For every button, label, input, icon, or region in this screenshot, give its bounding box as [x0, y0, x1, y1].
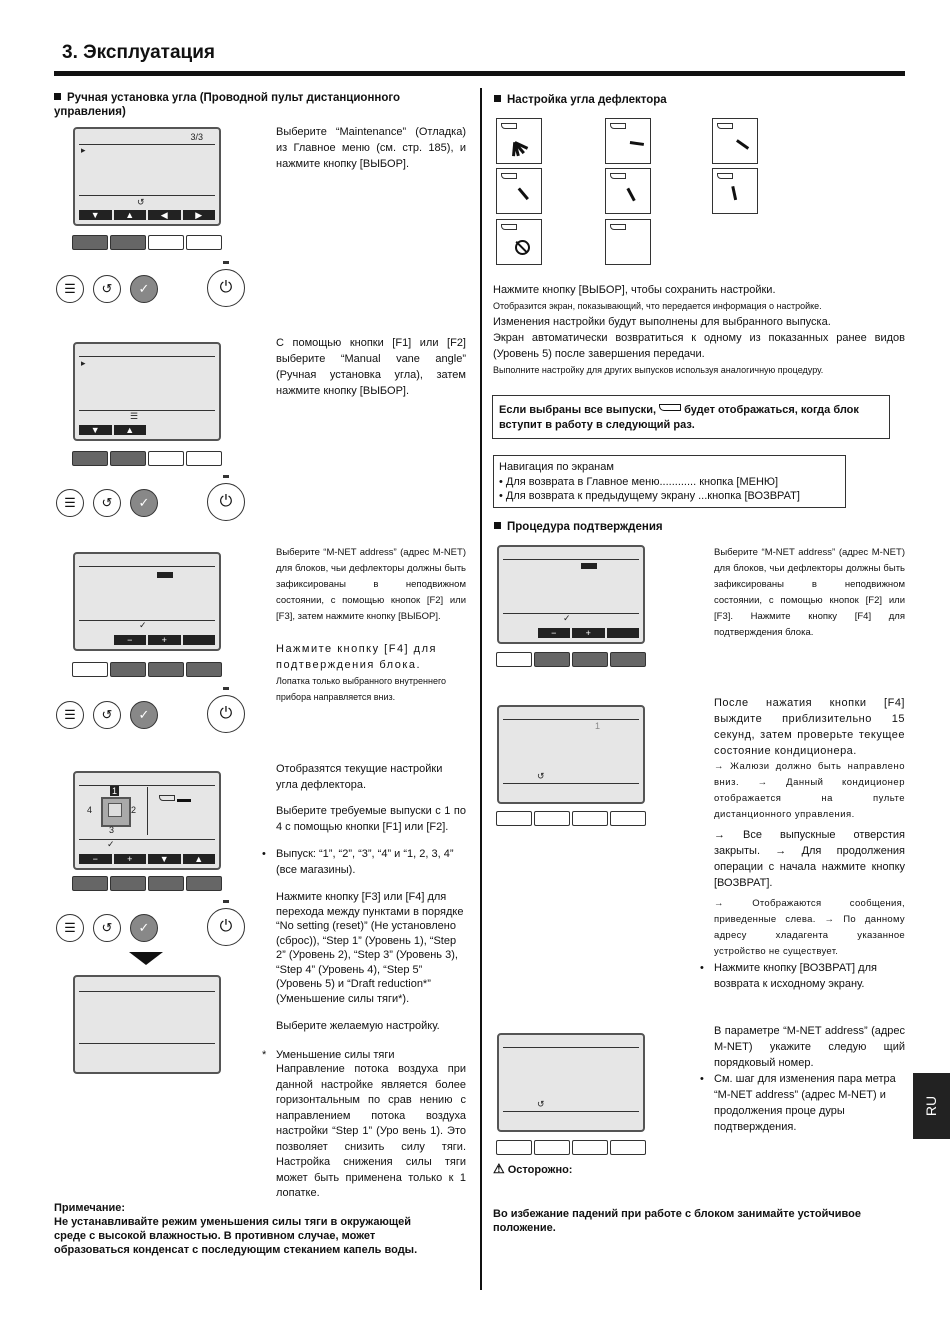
all-outlets-notice — [492, 395, 890, 439]
vane-p3: Изменения настройки будут выполнены для выбранного выпуска. — [493, 316, 831, 328]
vane-no-setting-icon — [605, 219, 651, 265]
caution-text: Во избежание падений при работе с блоком занимайте устойчивое положение. — [493, 1208, 861, 1234]
step4-text-a: Отобразятся текущие настройки угла дефлектора. — [276, 763, 443, 791]
vane-p1: Нажмите кнопку [ВЫБОР], чтобы сохранить настройки. — [493, 284, 776, 296]
function-keys[interactable] — [496, 811, 646, 826]
lcd-screen-transfer — [73, 975, 221, 1074]
footnote-mark: * — [262, 1049, 267, 1061]
vane-step3-icon — [496, 168, 542, 214]
column-divider — [480, 88, 482, 1290]
vane-closed-icon — [659, 404, 681, 411]
section-heading-confirm: Процедура подтверждения — [494, 520, 663, 534]
confirm-text-1: Выберите “M-NET address” (адрес M-NET) для блоков, чьи дефлекторы должны быть зафиксированы в неподвижном состоянии, с помощью кнопок [F2] или [F3]. Нажмите кнопку [F4] для подтверждения блока. — [714, 547, 905, 638]
menu-button[interactable]: ☰ — [56, 914, 84, 942]
lcd-screen-confirm-next: ↺ — [497, 1033, 645, 1132]
note-text: Не устанавливайте режим уменьшения силы тяги в окружающей среде с высокой влажностью. В противном случае, может образоваться конденсат с последующим стеканием капель воды. — [54, 1216, 418, 1256]
language-tab: RU — [913, 1073, 950, 1139]
page-title: 3. Эксплуатация — [62, 42, 215, 63]
page-indicator: 3/3 — [190, 132, 203, 142]
power-button[interactable]: ⏻ — [207, 908, 245, 946]
power-button[interactable]: ⏻ — [207, 695, 245, 733]
section-heading-manual-angle: Ручная установка угла (Проводной пульт дистанционного управления) — [54, 92, 401, 118]
down-arrow-icon — [129, 952, 163, 965]
step3-text-a: Выберите “M-NET address” (адрес M-NET) для блоков, чьи дефлекторы должны быть зафиксированы в неподвижном состоянии, с помощью кнопок [F2] или [F3], затем нажмите кнопку [ВЫБОР]. — [276, 547, 466, 622]
caution-heading: ⚠ Осторожно: — [493, 1161, 573, 1176]
draft-text: Направление потока воздуха при данной настройке является более горизонтальным по срав нению с направлением потока воздуха настройки “Step 1” (Уро вень 1). Это позволяет снизить силу тяги. Настройка снижения силы тяги может быть применена только к 1 лопатке. — [276, 1063, 466, 1199]
warning-icon: ⚠ — [493, 1161, 505, 1176]
outlet-4-label: 4 — [87, 805, 93, 815]
vane-step4-icon — [605, 168, 651, 214]
nav-menu-text: Для возврата в Главное меню............ кнопка [МЕНЮ] — [505, 476, 779, 488]
confirm-text-5: → Отображаются сообщения, приведенные слева. → По данному адресу хладагента указанное устройство не существует. — [714, 898, 905, 957]
function-keys[interactable] — [496, 1140, 646, 1155]
lcd-screen-vane-angle: 1 2 3 4 ✓ − + ▼ ▲ — [73, 771, 221, 870]
confirm-text-6: Нажмите кнопку [ВОЗВРАТ] для возврата к исходному экрану. — [714, 962, 877, 990]
lcd-screen-confirm-wait: 1 ↺ — [497, 705, 645, 804]
outlet-1-label: 1 — [112, 786, 118, 796]
return-button[interactable]: ↺ — [93, 275, 121, 303]
menu-button[interactable]: ☰ — [56, 275, 84, 303]
step1-text: Выберите “Maintenance” (Отладка) из Главное меню (см. стр. 185), и нажмите кнопку [ВЫБОР]. — [276, 126, 466, 170]
menu-button[interactable]: ☰ — [56, 489, 84, 517]
function-keys[interactable] — [72, 451, 222, 466]
step4-text-c: Выпуск: “1”, “2”, “3”, “4” и “1, 2, 3, 4” (все магазины). — [276, 848, 454, 876]
section-heading-vane: Настройка угла дефлектора — [494, 93, 667, 107]
function-keys[interactable] — [72, 235, 222, 250]
notice-text-a: Если выбраны все выпуски, — [499, 404, 657, 416]
power-button[interactable]: ⏻ — [207, 269, 245, 307]
return-button[interactable]: ↺ — [93, 701, 121, 729]
nav-title: Навигация по экранам — [499, 461, 614, 473]
confirm-text-7: В параметре “M-NET address” (адрес M-NET) укажите следую щий порядковый номер. — [714, 1025, 905, 1069]
step4-text-d: Нажмите кнопку [F3] или [F4] для перехода между пунктами в порядке “No setting (reset)” (Не установлено (сброс)), “Step 1” (Уровень 1), “Step 2” (Уровень 2), “Step 3” (Уровень 3), “Step 4” (Уровень 4), “Step 5” (Уровень 5) и “Draft reduction*” (Уменьшение силы тяги*). — [276, 891, 464, 1005]
confirm-text-3: → Жалюзи должно быть направлено вниз. → Данный кондиционер отображается на пульте дистанционного управления. — [714, 761, 905, 820]
lcd-screen-confirm-address: ✓ − + — [497, 545, 645, 644]
menu-button[interactable]: ☰ — [56, 701, 84, 729]
notice-text-b: будет отображаться, когда блок вступит в работу в следующий раз. — [499, 404, 859, 431]
draft-title: Уменьшение силы тяги — [276, 1049, 395, 1061]
confirm-text-4: → Все выпускные отверстия закрыты. → Для продолжения операции с начала нажмите кнопку [ВОЗВРАТ]. — [714, 829, 905, 889]
step3-text-c: Лопатка только выбранного внутреннего прибора направляется вниз. — [276, 676, 447, 702]
return-button[interactable]: ↺ — [93, 489, 121, 517]
step4-text-e: Выберите желаемую настройку. — [276, 1020, 440, 1032]
confirm-text-8: См. шаг для изменения пара метра “M-NET address” (адрес M-NET) и продолжения проце дуры подтверждения. — [714, 1073, 896, 1133]
lcd-screen-mnet-address: ✓ − + — [73, 552, 221, 651]
vane-p5: Выполните настройку для других выпусков используя аналогичную процедуру. — [493, 365, 824, 375]
nav-return-text: Для возврата к предыдущему экрану ...кнопка [ВОЗВРАТ] — [505, 490, 800, 502]
step3-text-b: Нажмите кнопку [F4] для подтверждения блока. — [276, 643, 437, 671]
vane-step1-icon — [605, 118, 651, 164]
navigation-box: Навигация по экранам • Для возврата в Главное меню............ кнопка [МЕНЮ] • Для возврата к предыдущему экрану ...кнопка [ВОЗВРАТ] — [493, 455, 846, 508]
function-keys[interactable] — [496, 652, 646, 667]
outlet-3-label: 3 — [109, 825, 115, 835]
return-button[interactable]: ↺ — [93, 914, 121, 942]
note-title: Примечание: — [54, 1202, 126, 1214]
vane-p4: Экран автоматически возвратиться к одному из показанных ранее видов (Уровень 5) после завершения передачи. — [493, 332, 905, 360]
select-button[interactable]: ✓ — [130, 275, 158, 303]
power-button[interactable]: ⏻ — [207, 483, 245, 521]
vane-step2-icon — [712, 118, 758, 164]
function-keys[interactable] — [72, 876, 222, 891]
vane-swing-icon — [496, 118, 542, 164]
unit-number: 1 — [595, 721, 601, 731]
select-button[interactable]: ✓ — [130, 914, 158, 942]
step2-text: С помощью кнопки [F1] или [F2] выберите “Manual vane angle” (Ручная установка угла), затем нажмите кнопку [ВЫБОР]. — [276, 337, 466, 397]
lcd-screen-maintenance: 3/3 ▸ ↺ ▼ ▲ ◀ ▶ — [73, 127, 221, 226]
select-button[interactable]: ✓ — [130, 489, 158, 517]
vane-p2: Отобразится экран, показывающий, что передается информация о настройке. — [493, 301, 822, 311]
vane-step5-icon — [712, 168, 758, 214]
lcd-screen-menu: ▸ ☰ ▼ ▲ — [73, 342, 221, 441]
select-button[interactable]: ✓ — [130, 701, 158, 729]
step4-text-b: Выберите требуемые выпуски с 1 по 4 с помощью кнопки [F1] или [F2]. — [276, 805, 466, 833]
outlet-2-label: 2 — [131, 805, 137, 815]
vane-draft-reduction-icon — [496, 219, 542, 265]
confirm-text-2: После нажатия кнопки [F4] выждите приблизительно 15 секунд, затем проверьте текущее состояние кондиционера. — [714, 697, 905, 757]
header-rule — [54, 71, 905, 76]
function-keys[interactable] — [72, 662, 222, 677]
